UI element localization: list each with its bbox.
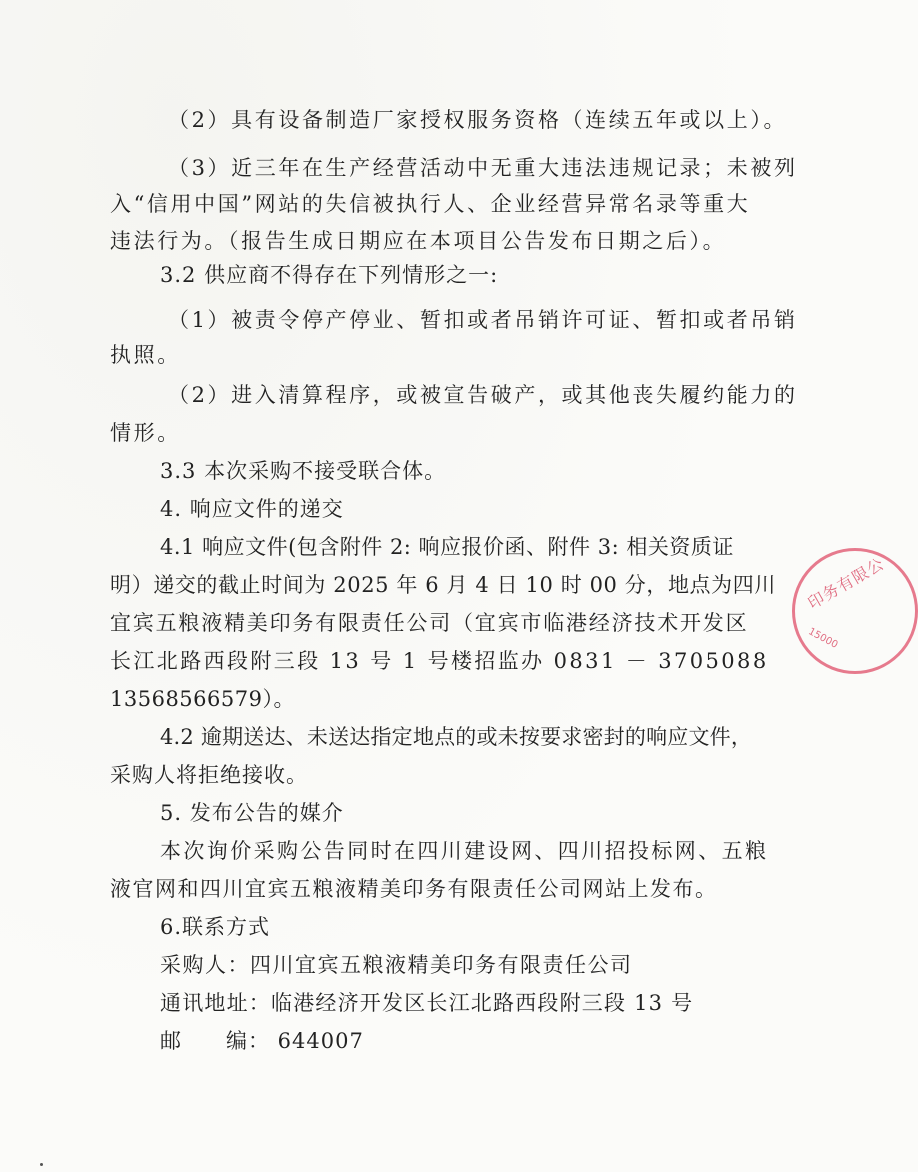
text-line-qualification-3-cont2: 违法行为。（报告生成日期应在本项目公告发布日期之后）。 [110,229,727,253]
text-line-qualification-3-cont1: 入“信用中国”网站的失信被执行人、企业经营异常名录等重大 [110,192,751,216]
text-line-section-4-1-cont1: 明）递交的截止时间为 2025 年 6 月 4 日 10 时 00 分，地点为四川 [110,573,776,597]
text-line-section-5-body: 本次询价采购公告同时在四川建设网、四川招投标网、五粮 [160,839,769,863]
company-seal-stamp [792,548,918,674]
text-line-qualification-3: （3）近三年在生产经营活动中无重大违法违规记录；未被列 [168,156,798,180]
text-line-qualification-2: （2）具有设备制造厂家授权服务资格（连续五年或以上）。 [168,108,788,132]
text-line-exclusion-1: （1）被责令停产停业、暂扣或者吊销许可证、暂扣或者吊销 [168,308,798,332]
text-line-exclusion-2: （2）进入清算程序，或被宣告破产，或其他丧失履约能力的 [168,383,798,407]
text-line-section-4-heading: 4. 响应文件的递交 [160,497,344,521]
text-line-section-4-1: 4.1 响应文件(包含附件 2: 响应报价函、附件 3: 相关资质证 [160,535,734,559]
text-line-section-3-2: 3.2 供应商不得存在下列情形之一: [160,263,499,287]
text-line-section-4-2-cont: 采购人将拒绝接收。 [110,763,308,787]
text-line-exclusion-2-cont: 情形。 [110,421,181,445]
text-line-section-4-2: 4.2 逾期送达、未送达指定地点的或未按要求密封的响应文件， [160,725,753,749]
scan-dot [40,1163,43,1166]
text-line-exclusion-1-cont: 执照。 [110,343,181,367]
seal-text: 印务有限公 [804,553,888,613]
seal-number: 15000 [806,626,840,651]
text-line-section-4-1-cont3: 长江北路西段附三段 13 号 1 号楼招监办 0831 － 3705088 [110,649,769,673]
text-line-postcode: 邮 编： 644007 [160,1029,364,1053]
text-line-section-4-1-cont2: 宜宾五粮液精美印务有限责任公司（宜宾市临港经济技术开发区 [110,611,749,635]
text-line-section-6-heading: 6.联系方式 [160,915,271,939]
text-line-section-3-3: 3.3 本次采购不接受联合体。 [160,459,447,483]
text-line-section-5-heading: 5. 发布公告的媒介 [160,801,344,825]
text-line-section-4-1-cont4: 13568566579）。 [110,687,295,711]
text-line-address: 通讯地址：临港经济开发区长江北路西段附三段 13 号 [160,991,694,1015]
text-line-section-5-body-cont: 液官网和四川宜宾五粮液精美印务有限责任公司网站上发布。 [110,877,718,901]
text-line-purchaser: 采购人：四川宜宾五粮液精美印务有限责任公司 [160,953,633,977]
